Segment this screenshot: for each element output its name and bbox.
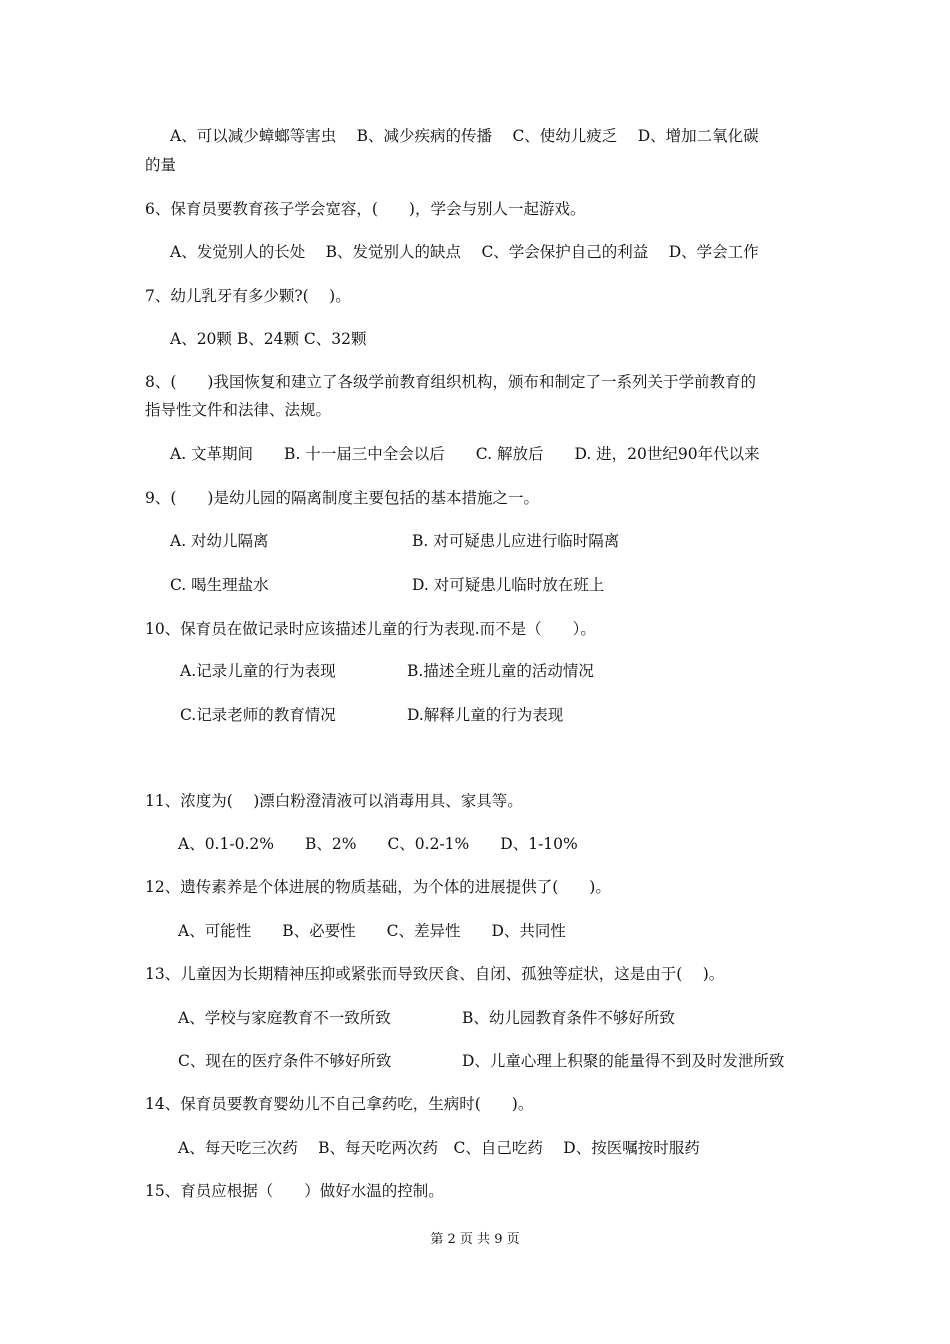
q12-options: A、可能性 B、必要性 C、差异性 D、共同性 — [178, 922, 566, 940]
q8-stem-line2: 指导性文件和法律、法规。 — [145, 401, 332, 419]
q9-option-a: A. 对幼儿隔离 — [170, 532, 269, 550]
q7-options: A、20颗 B、24颗 C、32颗 — [170, 330, 367, 348]
q13-option-b: B、幼儿园教育条件不够好所致 — [462, 1009, 675, 1027]
q10-stem: 10、保育员在做记录时应该描述儿童的行为表现.而不是（ ）。 — [145, 620, 596, 638]
q10-option-d: D.解释儿童的行为表现 — [407, 706, 564, 724]
q9-stem: 9、( )是幼儿园的隔离制度主要包括的基本措施之一。 — [145, 489, 539, 507]
q13-stem: 13、儿童因为长期精神压抑或紧张而导致厌食、自闭、孤独等症状，这是由于( )。 — [145, 965, 725, 983]
q6-stem: 6、保育员要教育孩子学会宽容，( )，学会与别人一起游戏。 — [145, 200, 586, 218]
q9-option-b: B. 对可疑患儿应进行临时隔离 — [412, 532, 620, 550]
q10-option-c: C.记录老师的教育情况 — [180, 706, 336, 724]
q6-options: A、发觉别人的长处 B、发觉别人的缺点 C、学会保护自己的利益 D、学会工作 — [170, 243, 759, 261]
page-indicator: 第 2 页 共 9 页 — [430, 1232, 520, 1247]
q12-stem: 12、遗传素养是个体进展的物质基础，为个体的进展提供了( )。 — [145, 878, 611, 896]
q15-stem: 15、育员应根据（ ）做好水温的控制。 — [145, 1182, 444, 1200]
q5-options-line1: A、可以减少蟑螂等害虫 B、减少疾病的传播 C、使幼儿疲乏 D、增加二氧化碳 — [170, 127, 759, 145]
q13-option-c: C、现在的医疗条件不够好所致 — [178, 1052, 392, 1070]
q11-options: A、0.1-0.2% B、2% C、0.2-1% D、1-10% — [178, 835, 578, 853]
q14-options: A、每天吃三次药 B、每天吃两次药 C、自己吃药 D、按医嘱按时服药 — [178, 1139, 700, 1157]
q13-option-a: A、学校与家庭教育不一致所致 — [178, 1009, 391, 1027]
q9-option-c: C. 喝生理盐水 — [170, 576, 269, 594]
q11-stem: 11、浓度为( )漂白粉澄清液可以消毒用具、家具等。 — [145, 792, 523, 810]
q14-stem: 14、保育员要教育婴幼儿不自己拿药吃，生病时( )。 — [145, 1095, 534, 1113]
q10-option-b: B.描述全班儿童的活动情况 — [407, 662, 594, 680]
q7-stem: 7、幼儿乳牙有多少颗?( )。 — [145, 287, 351, 305]
q5-options-line2: 的量 — [145, 156, 177, 174]
q9-option-d: D. 对可疑患儿临时放在班上 — [412, 576, 605, 594]
q10-option-a: A.记录儿童的行为表现 — [180, 662, 336, 680]
q8-stem-line1: 8、( )我国恢复和建立了各级学前教育组织机构，颁布和制定了一系列关于学前教育的 — [145, 373, 756, 391]
q13-option-d: D、儿童心理上积聚的能量得不到及时发泄所致 — [462, 1052, 785, 1070]
q8-options: A. 文革期间 B. 十一届三中全会以后 C. 解放后 D. 进，20世纪90年代以来 — [170, 445, 760, 463]
